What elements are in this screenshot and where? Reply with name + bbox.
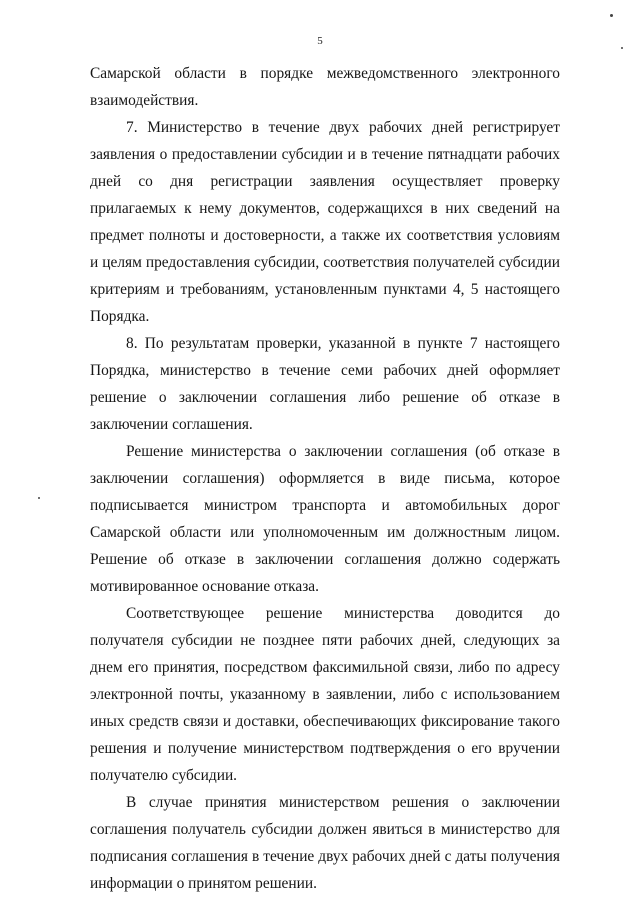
paragraph-decision-form: Решение министерства о заключении соглашения (об отказе в заключении соглашения) оформляется в виде письма, которое подписывается министром транспорта и автомобильных дорог Самарской области или уполномоченным им должностным лицом. Решение об отказе в заключении соглашения должно содержать мотивированное основание отказа. — [90, 443, 560, 595]
paragraph-item-8: 8. По результатам проверки, указанной в пункте 7 настоящего Порядка, министерство в течение семи рабочих дней оформляет решение о заключении соглашения либо решение об отказе в заключении соглашения. — [90, 335, 560, 433]
scan-speck-left — [38, 497, 40, 499]
paragraph-continuation: Самарской области в порядке межведомственного электронного взаимодействия. — [90, 65, 560, 109]
paragraph-item-7: 7. Министерство в течение двух рабочих дней регистрирует заявления о предоставлении субсидии и в течение пятнадцати рабочих дней со дня регистрации заявления осуществляет проверку прилагаемых к нему документов, содержащихся в них сведений на предмет полноты и достоверности, а также их соответствия условиям и целям предоставления субсидии, соответствия получателей субсидии критериям и требованиям, установленным пунктами 4, 5 настоящего Порядка. — [90, 119, 560, 325]
document-body — [90, 60, 560, 897]
paragraph-signing-deadline: В случае принятия министерством решения о заключении соглашения получатель субсидии должен явиться в министерство для подписания соглашения в течение двух рабочих дней с даты получения информации о принятом решении. — [90, 794, 560, 892]
scan-speck-top-right — [610, 14, 613, 17]
paragraph-decision-delivery: Соответствующее решение министерства доводится до получателя субсидии не позднее пяти рабочих дней, следующих за днем его принятия, посредством факсимильной связи, либо по адресу электронной почты, указанному в заявлении, либо с использованием иных средств связи и доставки, обеспечивающих фиксирование такого решения и получение министерством подтверждения о его вручении получателю субсидии. — [90, 605, 560, 784]
scan-speck-right — [621, 47, 623, 49]
page-number: 5 — [317, 35, 323, 47]
